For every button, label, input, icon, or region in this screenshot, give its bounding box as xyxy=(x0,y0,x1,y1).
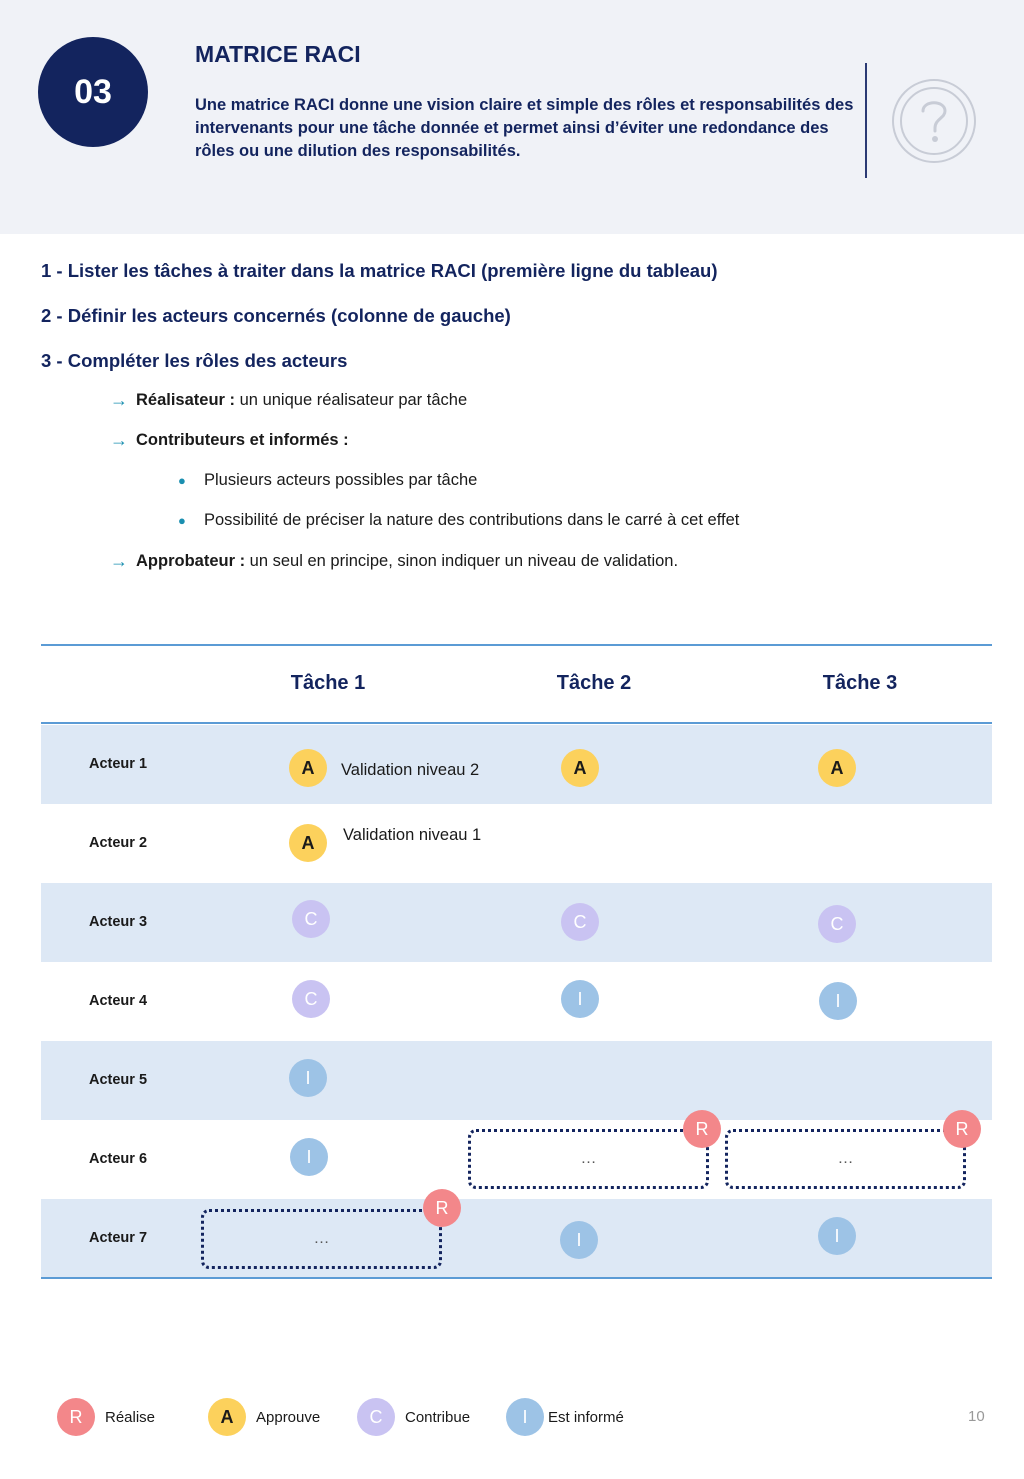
validation-note: Validation niveau 1 xyxy=(343,826,482,844)
validation-note: Validation niveau 2 xyxy=(341,761,480,779)
role-chip-contribue: C xyxy=(818,905,856,943)
actor-label: Acteur 3 xyxy=(89,914,148,930)
task-header: Tâche 2 xyxy=(556,672,632,694)
table-row xyxy=(41,1041,992,1120)
page-number: 10 xyxy=(968,1408,985,1425)
bullet-dot-icon: ● xyxy=(178,473,186,488)
bullet-text: Plusieurs acteurs possibles par tâche xyxy=(204,471,478,489)
step-2: 2 - Définir les acteurs concernés (colonne de gauche) xyxy=(41,305,511,326)
contribution-box[interactable]: … xyxy=(201,1209,442,1269)
legend-label: Approuve xyxy=(256,1408,321,1426)
question-icon xyxy=(891,78,977,164)
role-chip-informe: I xyxy=(560,1221,598,1259)
contribution-box[interactable]: … xyxy=(725,1129,966,1189)
role-chip-contribue: C xyxy=(292,980,330,1018)
role-approbateur xyxy=(110,551,678,572)
role-chip-informe: I xyxy=(819,982,857,1020)
role-chip-approuve: A xyxy=(289,749,327,787)
role-chip-approuve: A xyxy=(289,824,327,862)
section-badge: 03 xyxy=(38,37,148,147)
intro-text: Une matrice RACI donne une vision claire et simple des rôles et responsabilités des intervenants pour une tâche donnée et permet ainsi d’éviter une redondance des rôles ou une dilution des responsabilités. xyxy=(195,96,854,160)
table-header-rule xyxy=(41,722,992,724)
actor-label: Acteur 7 xyxy=(89,1230,148,1246)
legend-chip: C xyxy=(357,1398,395,1436)
actor-label: Acteur 5 xyxy=(89,1072,148,1088)
page-title: MATRICE RACI xyxy=(195,41,361,67)
table-bottom-rule xyxy=(41,1277,992,1279)
bullet-text: Possibilité de préciser la nature des contributions dans le carré à cet effet xyxy=(204,511,740,529)
table-top-rule xyxy=(41,644,992,646)
role-chip-contribue: C xyxy=(292,900,330,938)
task-header: Tâche 3 xyxy=(822,672,898,694)
legend-contribue xyxy=(357,1398,470,1436)
legend-label: Réalise xyxy=(105,1408,156,1426)
role-chip-realise: R xyxy=(943,1110,981,1148)
bullet-dot-icon: ● xyxy=(178,513,186,528)
approbateur-label: Approbateur : xyxy=(136,552,246,570)
step-1: 1 - Lister les tâches à traiter dans la matrice RACI (première ligne du tableau) xyxy=(41,260,718,281)
contribution-box[interactable]: … xyxy=(468,1129,709,1189)
arrow-right-icon: → xyxy=(110,551,128,571)
role-chip-informe: I xyxy=(561,980,599,1018)
actor-label: Acteur 4 xyxy=(89,993,148,1009)
task-header: Tâche 1 xyxy=(290,672,366,694)
approbateur-text: un seul en principe, sinon indiquer un niveau de validation. xyxy=(245,552,679,570)
role-chip-realise: R xyxy=(423,1189,461,1227)
legend-chip: R xyxy=(57,1398,95,1436)
realisateur-label: Réalisateur : xyxy=(136,391,236,409)
role-chip-informe: I xyxy=(289,1059,327,1097)
role-chip-realise: R xyxy=(683,1110,721,1148)
legend-label: Est informé xyxy=(548,1408,624,1426)
legend-chip: I xyxy=(506,1398,544,1436)
legend-realise xyxy=(57,1398,155,1436)
actor-label: Acteur 6 xyxy=(89,1151,148,1167)
actor-label: Acteur 2 xyxy=(89,835,148,851)
role-contributeurs xyxy=(110,430,349,451)
legend-approuve xyxy=(208,1398,320,1436)
bullet-item xyxy=(178,471,477,490)
role-realisateur xyxy=(110,390,467,411)
legend-informe xyxy=(506,1398,624,1436)
role-chip-approuve: A xyxy=(561,749,599,787)
role-chip-informe: I xyxy=(290,1138,328,1176)
contributeurs-label: Contributeurs et informés : xyxy=(136,431,349,449)
actor-label: Acteur 1 xyxy=(89,756,148,772)
bullet-item xyxy=(178,511,739,530)
table-row xyxy=(41,804,992,883)
role-chip-informe: I xyxy=(818,1217,856,1255)
legend-label: Contribue xyxy=(405,1408,471,1426)
arrow-right-icon: → xyxy=(110,390,128,410)
role-chip-contribue: C xyxy=(561,903,599,941)
role-chip-approuve: A xyxy=(818,749,856,787)
step-3: 3 - Compléter les rôles des acteurs xyxy=(41,350,348,371)
realisateur-text: un unique réalisateur par tâche xyxy=(235,391,468,409)
arrow-right-icon: → xyxy=(110,430,128,450)
legend-chip: A xyxy=(208,1398,246,1436)
header-divider xyxy=(865,63,867,178)
